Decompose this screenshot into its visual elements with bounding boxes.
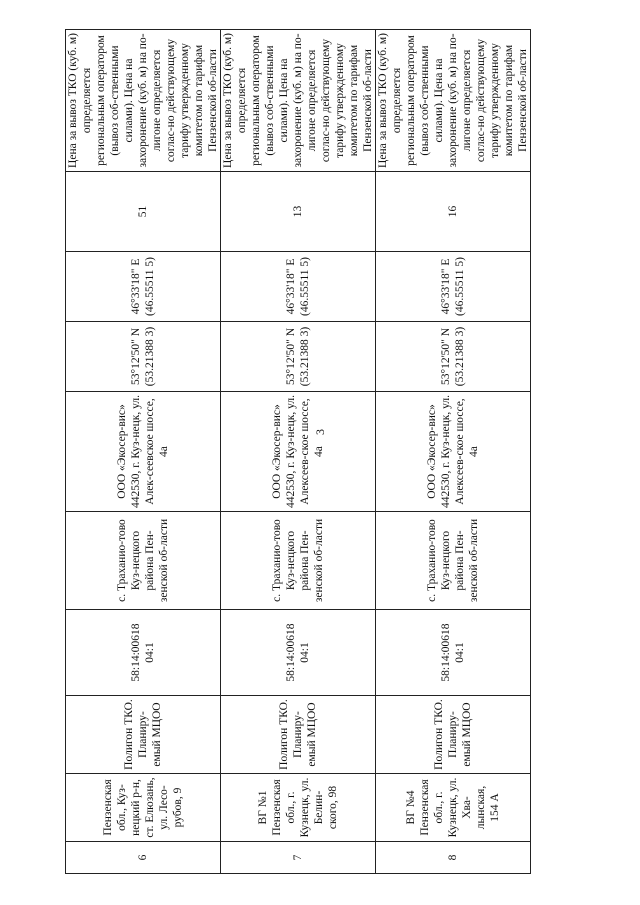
source-address: ВГ №4 Пензенская обл., г. Кузнецк, ул. Хва-лынская, 154 А [376, 774, 531, 842]
longitude: 46°33'18" E (46.55511 5) [376, 252, 531, 322]
latitude: 53°12'50" N (53.21388 3) [66, 322, 221, 392]
cadastral-number: 58:14:00618 04:1 [221, 610, 376, 696]
row-number: 8 [376, 842, 531, 874]
latitude: 53°12'50" N (53.21388 3) [221, 322, 376, 392]
table-row [66, 30, 221, 874]
facility-type: Полигон ТКО. Планиру-емый МЦОО [376, 696, 531, 774]
operator-info: ООО «Экосер-вис» 442530, г. Куз-нецк, ул. Алексеев-ское шоссе, 4а [221, 392, 376, 512]
row-number: 6 [66, 842, 221, 874]
distance-km: 16 [376, 172, 531, 252]
distance-km: 13 [221, 172, 376, 252]
facility-location: с. Траханио-тово Куз-нецкого района Пен-зенской об-ласти [66, 512, 221, 610]
facility-location: с. Траханио-тово Куз-нецкого района Пен-зенской об-ласти [376, 512, 531, 610]
price-note: Цена за вывоз ТКО (куб. м) определяется региональным оператором (вывоз соб-ственными силами). Цена на захоронение (куб. м) на по-лигоне определяется соглас-но действующему тарифу утвержденному комитетом по тарифам Пензенской об-ласти [221, 30, 376, 172]
longitude: 46°33'18" E (46.55511 5) [66, 252, 221, 322]
table-row [376, 30, 531, 874]
price-note: Цена за вывоз ТКО (куб. м) определяется региональным оператором (вывоз соб-ственными силами). Цена на захоронение (куб. м) на по-лигоне определяется соглас-но действующему тарифу утвержденному комитетом по тарифам Пензенской об-ласти [376, 30, 531, 172]
table-row [221, 30, 376, 874]
facility-location: с. Траханио-тово Куз-нецкого района Пен-зенской об-ласти [221, 512, 376, 610]
distance-km: 51 [66, 172, 221, 252]
facility-type: Полигон ТКО. Планиру-емый МЦОО [66, 696, 221, 774]
page-number: 3 [313, 429, 327, 435]
source-address: Пензенская обл., Куз-нецкий р-н, ст. Елюзань, ул. Лесо-рубов, 9 [66, 774, 221, 842]
cadastral-number: 58:14:00618 04:1 [66, 610, 221, 696]
source-address: ВГ №1 Пензенская обл., г. Кузнецк, ул. Белин-ского, 98 [221, 774, 376, 842]
operator-info: ООО «Экосер-вис» 442530, г. Куз-нецк, ул. Алек-сеевское шоссе, 4а [66, 392, 221, 512]
row-number: 7 [221, 842, 376, 874]
longitude: 46°33'18" E (46.55511 5) [221, 252, 376, 322]
cadastral-number: 58:14:00618 04:1 [376, 610, 531, 696]
facility-type: Полигон ТКО. Планиру-емый МЦОО [221, 696, 376, 774]
operator-info: ООО «Экосер-вис» 442530, г. Куз-нецк, ул. Алексеев-ское шоссе, 4а [376, 392, 531, 512]
rotated-table-wrapper [65, 30, 529, 874]
waste-sites-table [65, 29, 531, 874]
latitude: 53°12'50" N (53.21388 3) [376, 322, 531, 392]
price-note: Цена за вывоз ТКО (куб. м) определяется региональным оператором (вывоз соб-ственными силами). Цена на захоронение (куб. м) на по-лигоне определяется соглас-но действующему тарифу утвержденному комитетом по тарифам Пензенской об-ласти [66, 30, 221, 172]
